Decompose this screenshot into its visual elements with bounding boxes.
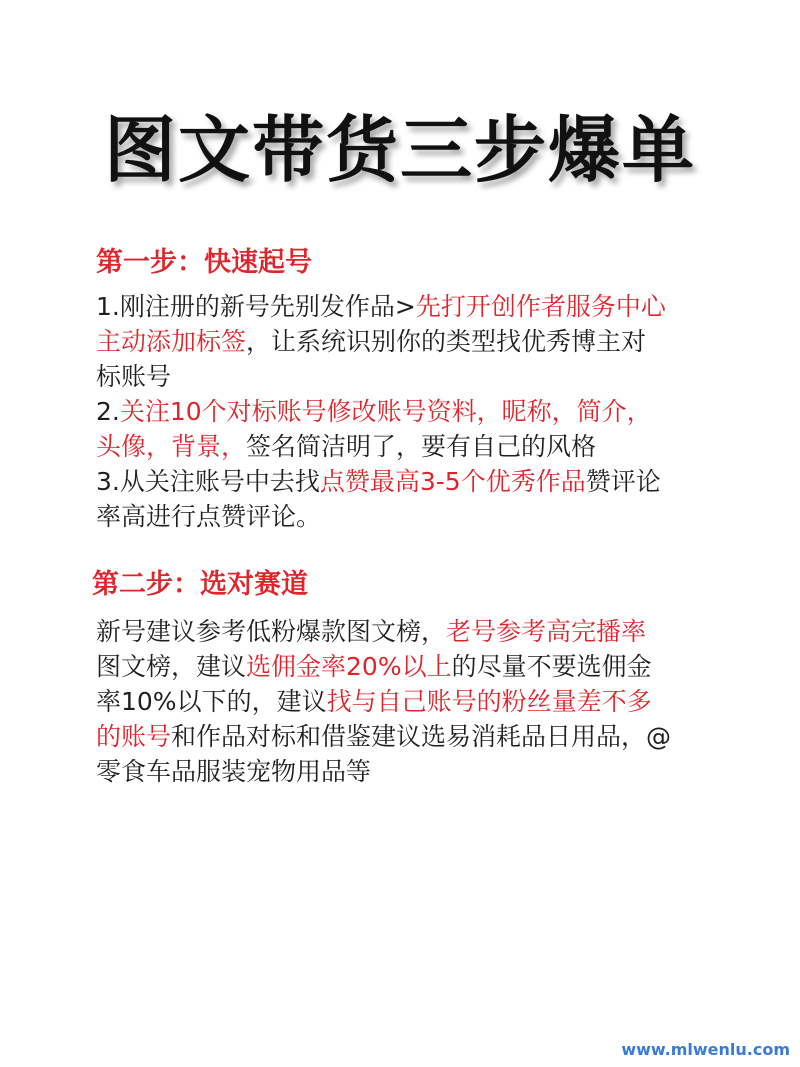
body-text: 3.从关注账号中去找 [96, 467, 320, 496]
body-text: 标账号 [96, 362, 172, 391]
body-text: 1.刚注册的新号先别发作品> [96, 292, 416, 321]
highlight-text: 头像，背景， [96, 432, 247, 461]
highlight-text: 主动添加标签 [96, 327, 247, 356]
body-text: 的尽量不要选佣金 [451, 652, 652, 681]
text-line [96, 324, 736, 359]
highlight-text: 点赞最高3-5个优秀作品 [319, 467, 586, 496]
text-line [96, 359, 736, 394]
highlight-text: 关注10个对标账号修改账号资料，昵称，简介， [119, 397, 652, 426]
body-text: 和作品对标和借鉴建议选易消耗品日用品，@ [171, 722, 672, 751]
body-text: 率高进行点赞评论。 [96, 502, 322, 531]
highlight-text: 找与自己账号的粉丝量差不多 [326, 687, 652, 716]
text-line [96, 684, 736, 719]
body-text: 率10%以下的，建议 [96, 687, 327, 716]
body-text: 零食车品服装宠物用品等 [96, 757, 372, 786]
highlight-text: 先打开创作者服务中心 [415, 292, 666, 321]
text-line [96, 649, 736, 684]
body-text: 2. [96, 397, 120, 426]
step1-heading: 第一步：快速起号 [96, 247, 312, 278]
text-line [96, 754, 736, 789]
highlight-text: 选佣金率20%以上 [246, 652, 452, 681]
text-line [96, 464, 736, 499]
body-text: 图文榜，建议 [96, 652, 247, 681]
text-line [96, 394, 736, 429]
text-line [96, 289, 736, 324]
text-line [96, 499, 736, 534]
text-line [96, 719, 736, 754]
step2-paragraph [96, 614, 736, 789]
body-text: 赞评论 [585, 467, 661, 496]
page-title: 图文带货三步爆单 [103, 108, 696, 192]
body-text: ，让系统识别你的类型找优秀博主对 [246, 327, 647, 356]
watermark-url: www.mlwenlu.com [621, 1040, 790, 1059]
step1-paragraph [96, 289, 736, 534]
step2-heading: 第二步：选对赛道 [92, 569, 308, 600]
body-text: 签名简洁明了，要有自己的风格 [246, 432, 597, 461]
highlight-text: 老号参考高完播率 [446, 617, 647, 646]
body-text: 新号建议参考低粉爆款图文榜， [96, 617, 447, 646]
highlight-text: 的账号 [96, 722, 172, 751]
text-line [96, 429, 736, 464]
text-line [96, 614, 736, 649]
